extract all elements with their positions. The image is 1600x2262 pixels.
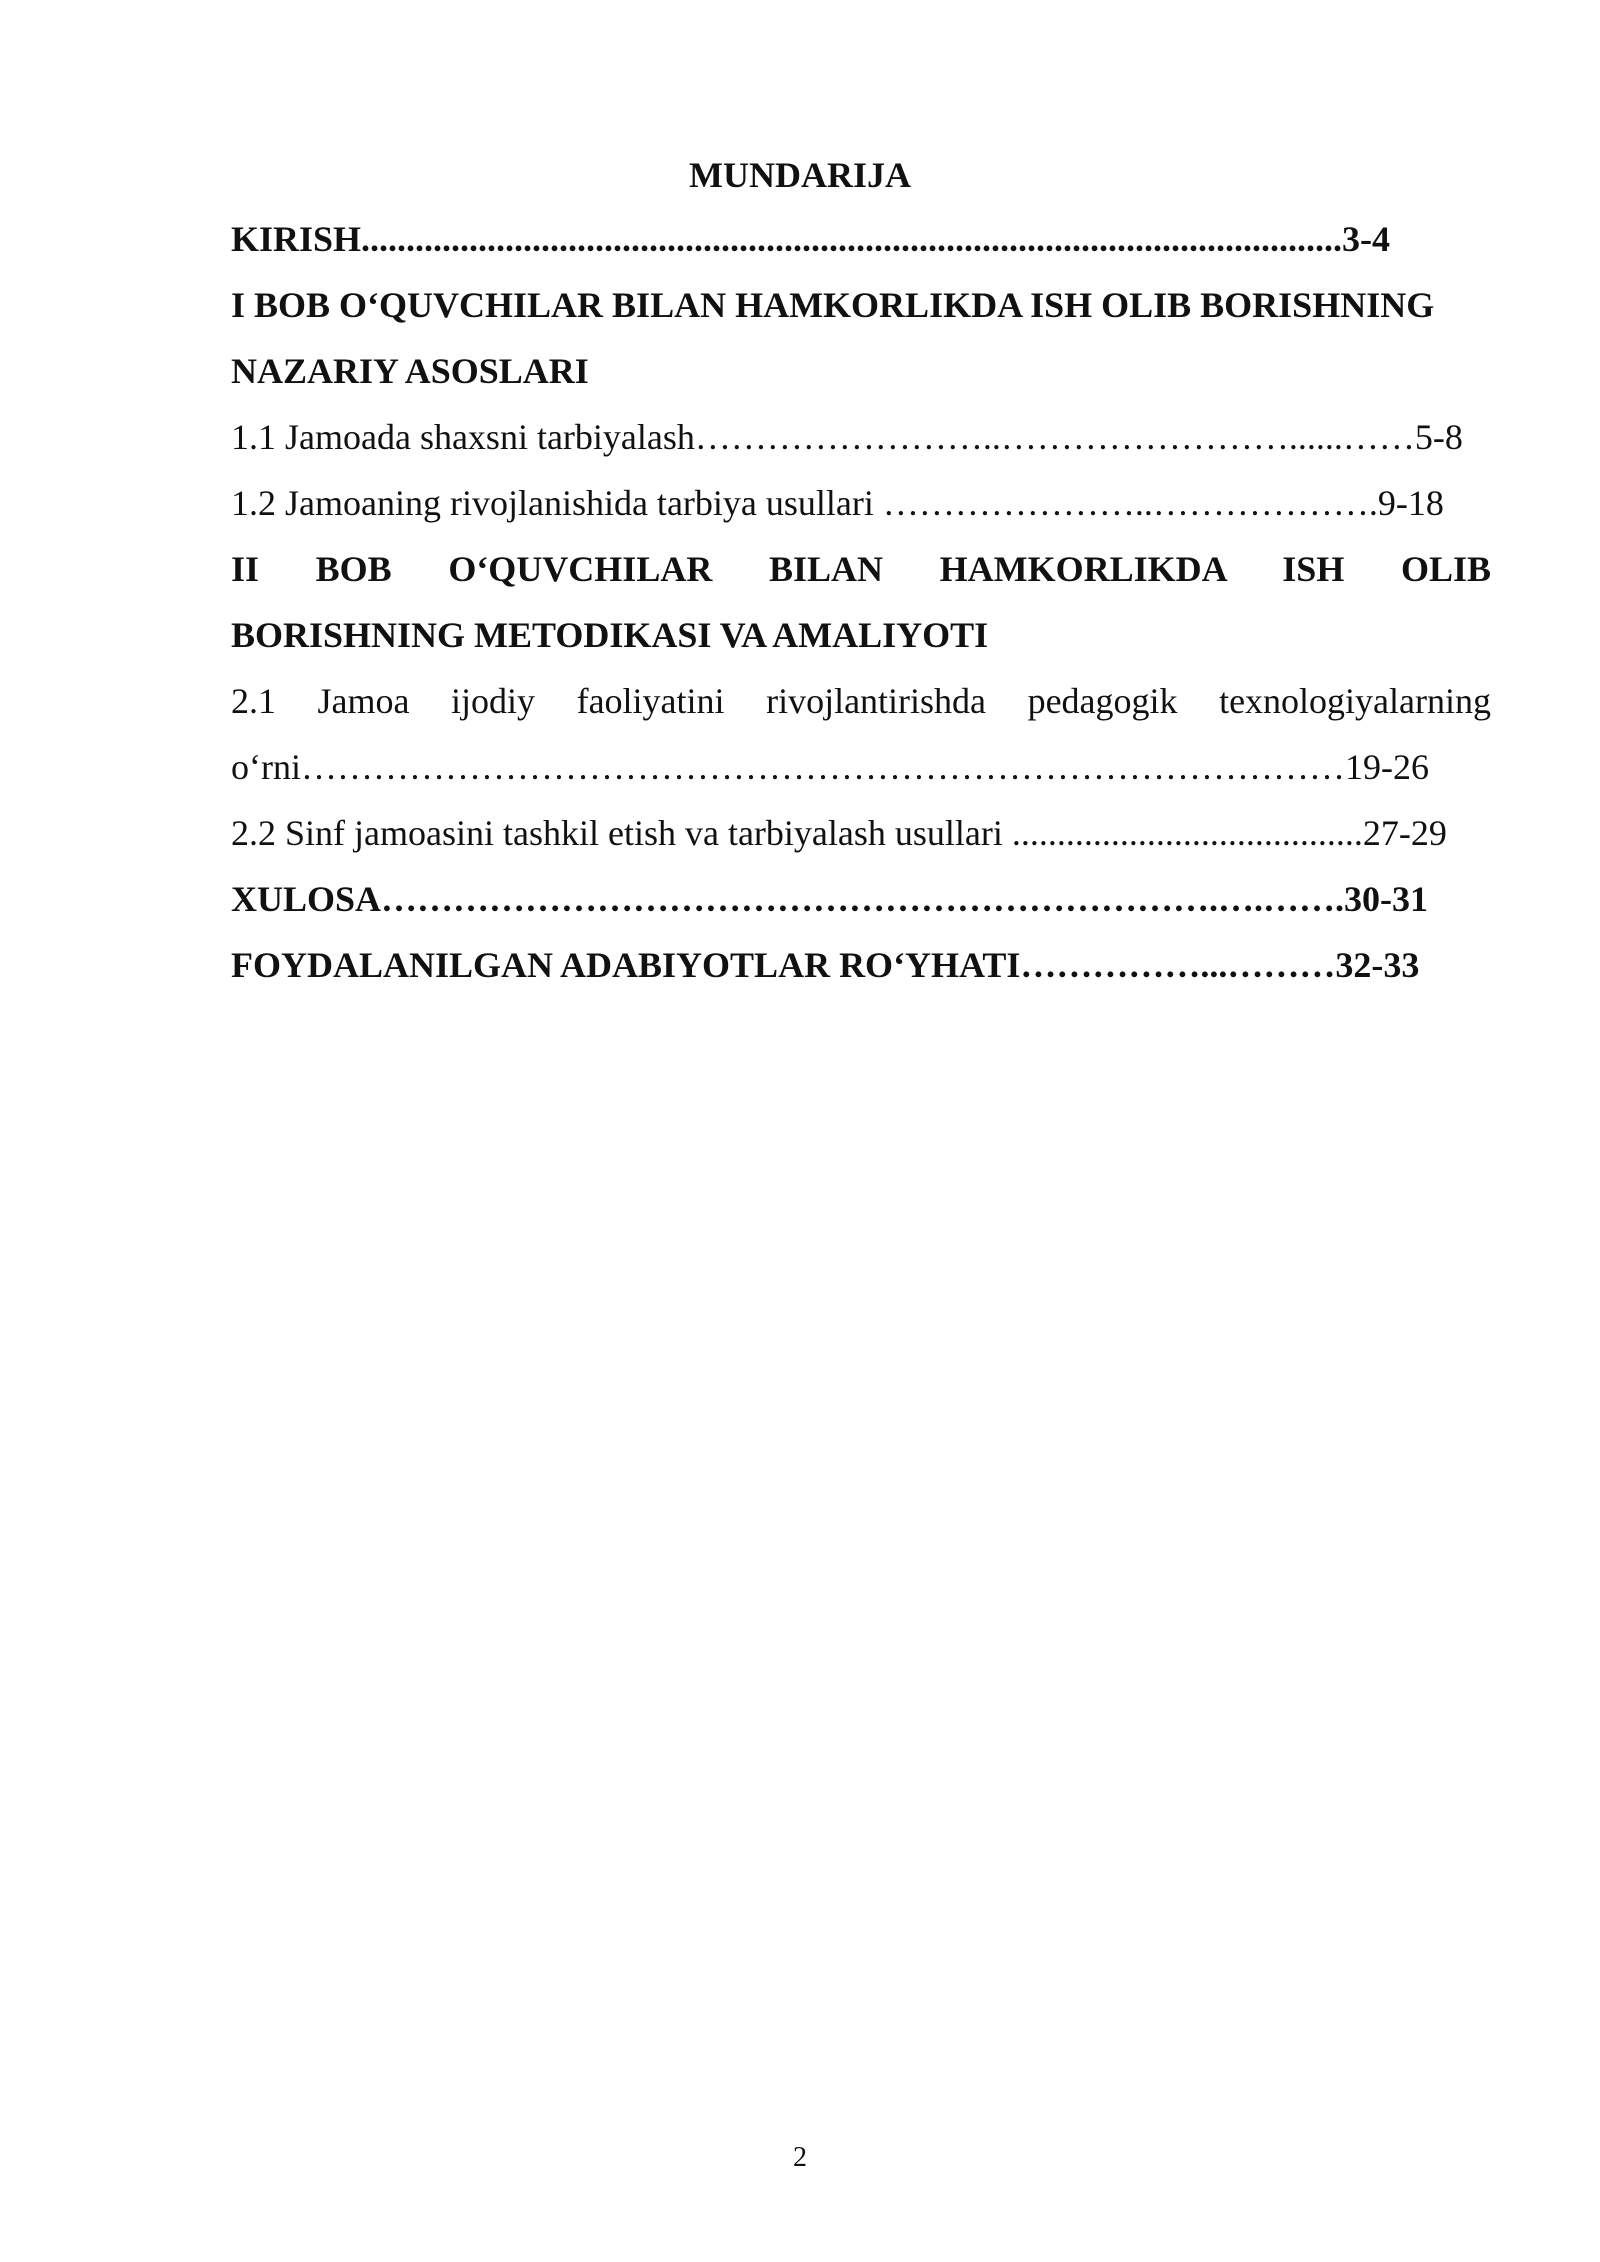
toc-entry-1-1: 1.1 Jamoada shaxsni tarbiyalash……………………..……………………......……5-8 [231, 417, 1463, 457]
toc-chapter-2-heading-continued: BORISHNING METODIKASI VA AMALIYOTI [231, 615, 989, 655]
toc-entry-2-1: 2.1 Jamoa ijodiy faoliyatini rivojlantirishda pedagogik texnologiyalarning [231, 681, 1491, 721]
toc-entry-2-1-continued: o‘rni……………………………………………………………………………19-26 [231, 747, 1429, 787]
toc-entry-introduction: KIRISH.............................................................................................................3-4 [231, 219, 1391, 259]
toc-title: MUNDARIJA [689, 155, 911, 195]
toc-chapter-1-heading: I BOB O‘QUVCHILAR BILAN HAMKORLIKDA ISH OLIB BORISHNING [231, 285, 1435, 325]
toc-entry-conclusion: XULOSA…………………………………………………………….….…….30-31 [231, 879, 1429, 919]
toc-entry-references: FOYDALANILGAN ADABIYOTLAR RO‘YHATI……………...………32-33 [231, 945, 1420, 985]
toc-entry-2-2: 2.2 Sinf jamoasini tashkil etish va tarbiyalash usullari .......................................27-29 [231, 813, 1447, 853]
toc-entry-1-2: 1.2 Jamoaning rivojlanishida tarbiya usullari …………………..……………….9-18 [231, 483, 1444, 523]
toc-chapter-2-heading: II BOB O‘QUVCHILAR BILAN HAMKORLIKDA ISH OLIB [231, 549, 1491, 589]
toc-chapter-1-heading-continued: NAZARIY ASOSLARI [231, 351, 589, 391]
page-number: 2 [793, 2142, 807, 2173]
table-of-contents [231, 214, 1491, 1006]
